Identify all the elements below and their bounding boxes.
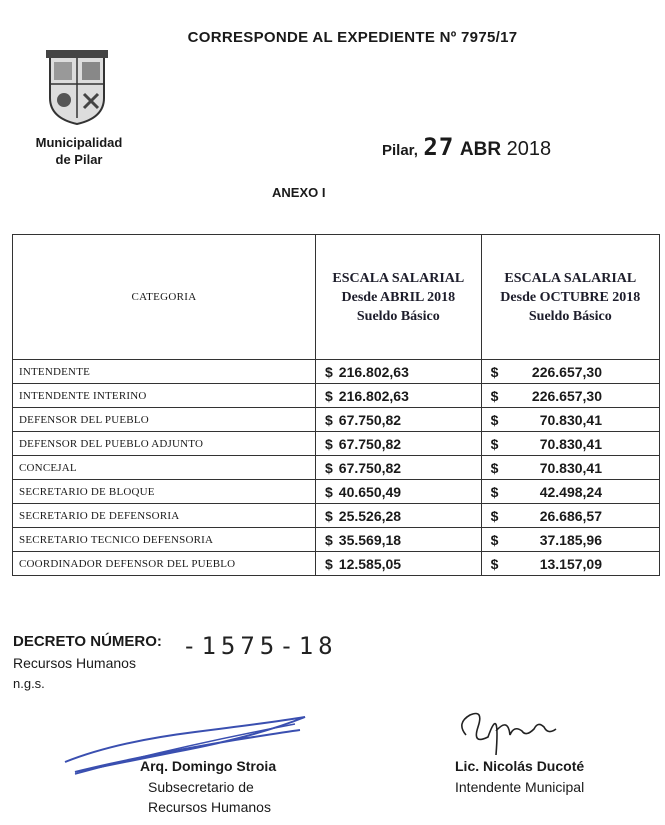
october-salary-value: 42.498,24 xyxy=(539,483,602,500)
category-cell: CONCEJAL xyxy=(13,456,316,480)
currency-symbol: $ xyxy=(490,531,499,548)
april-salary-value: 67.750,82 xyxy=(338,459,402,476)
october-salary-value: 226.657,30 xyxy=(531,387,602,404)
category-cell: SECRETARIO TECNICO DEFENSORIA xyxy=(13,528,316,552)
category-cell: INTENDENTE xyxy=(13,360,316,384)
october-salary-value: 70.830,41 xyxy=(539,435,602,452)
april-salary-value: 25.526,28 xyxy=(338,507,402,524)
currency-symbol: $ xyxy=(324,531,333,548)
initials-label: n.g.s. xyxy=(13,676,45,691)
currency-symbol: $ xyxy=(490,507,499,524)
category-cell: SECRETARIO DE BLOQUE xyxy=(13,480,316,504)
table-row xyxy=(13,384,660,408)
currency-symbol: $ xyxy=(324,507,333,524)
currency-symbol: $ xyxy=(324,363,333,380)
category-cell: INTENDENTE INTERINO xyxy=(13,384,316,408)
category-cell: DEFENSOR DEL PUEBLO xyxy=(13,408,316,432)
salary-table xyxy=(12,234,660,576)
currency-symbol: $ xyxy=(490,387,499,404)
category-cell: SECRETARIO DE DEFENSORIA xyxy=(13,504,316,528)
currency-symbol: $ xyxy=(324,435,333,452)
currency-symbol: $ xyxy=(324,387,333,404)
signatory-ducote-name: Lic. Nicolás Ducoté xyxy=(455,758,585,774)
signature-ducote xyxy=(448,695,563,765)
october-salary-value: 26.686,57 xyxy=(539,507,602,524)
april-salary-value: 216.802,63 xyxy=(338,363,409,380)
category-header: CATEGORIA xyxy=(131,291,197,303)
expediente-title: CORRESPONDE AL EXPEDIENTE Nº 7975/17 xyxy=(187,29,518,46)
signatory-ducote-role: Intendente Municipal xyxy=(455,779,585,795)
currency-symbol: $ xyxy=(324,459,333,476)
april-salary-value: 40.650,49 xyxy=(338,483,402,500)
table-row xyxy=(13,456,660,480)
currency-symbol: $ xyxy=(490,555,499,572)
document-date: Pilar, 27 ABR 2018 xyxy=(382,133,552,161)
april-column-header: ESCALA SALARIAL Desde ABRIL 2018 Sueldo Básico xyxy=(332,270,465,324)
decree-number: -1575-18 xyxy=(182,632,338,660)
municipality-name: Municipalidad de Pilar xyxy=(35,135,123,167)
currency-symbol: $ xyxy=(490,411,499,428)
april-salary-value: 67.750,82 xyxy=(338,411,402,428)
currency-symbol: $ xyxy=(324,411,333,428)
october-salary-value: 70.830,41 xyxy=(539,411,602,428)
department-label: Recursos Humanos xyxy=(13,655,136,671)
april-salary-value: 67.750,82 xyxy=(338,435,402,452)
table-row xyxy=(13,504,660,528)
currency-symbol: $ xyxy=(490,459,499,476)
annex-title: ANEXO I xyxy=(272,185,326,200)
table-row xyxy=(13,432,660,456)
currency-symbol: $ xyxy=(490,435,499,452)
october-salary-value: 226.657,30 xyxy=(531,363,602,380)
october-salary-value: 13.157,09 xyxy=(539,555,602,572)
category-cell: COORDINADOR DEFENSOR DEL PUEBLO xyxy=(13,552,316,576)
currency-symbol: $ xyxy=(490,363,499,380)
table-row xyxy=(13,552,660,576)
decree-label: DECRETO NÚMERO: xyxy=(13,633,162,650)
table-row xyxy=(13,528,660,552)
april-salary-value: 216.802,63 xyxy=(338,387,409,404)
october-salary-value: 70.830,41 xyxy=(539,459,602,476)
october-column-header: ESCALA SALARIAL Desde OCTUBRE 2018 Sueldo Básico xyxy=(500,270,641,324)
table-row xyxy=(13,408,660,432)
municipal-crest-logo xyxy=(44,48,110,126)
table-row xyxy=(13,480,660,504)
currency-symbol: $ xyxy=(490,483,499,500)
currency-symbol: $ xyxy=(324,555,333,572)
april-salary-value: 12.585,05 xyxy=(338,555,402,572)
signatory-stroia-name: Arq. Domingo Stroia xyxy=(140,758,277,774)
signatory-stroia-role: Subsecretario de Recursos Humanos xyxy=(148,779,271,815)
currency-symbol: $ xyxy=(324,483,333,500)
april-salary-value: 35.569,18 xyxy=(338,531,402,548)
october-salary-value: 37.185,96 xyxy=(539,531,602,548)
table-row xyxy=(13,360,660,384)
category-cell: DEFENSOR DEL PUEBLO ADJUNTO xyxy=(13,432,316,456)
